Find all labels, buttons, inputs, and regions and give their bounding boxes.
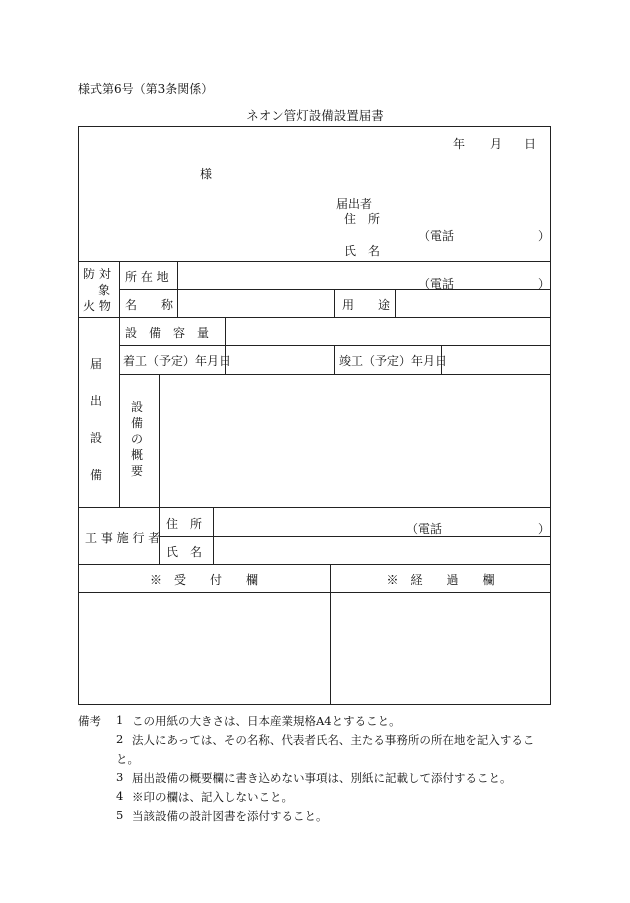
applicant-name-input[interactable] — [392, 240, 546, 260]
note-text-continued: と。 — [116, 752, 139, 766]
finish-date-input[interactable] — [446, 350, 550, 372]
date-day-label: 日 — [524, 137, 537, 151]
date-year-label: 年 — [453, 137, 466, 151]
overview-char: 概 — [131, 448, 144, 462]
location-label: 所 在 地 — [125, 270, 169, 284]
date-year-input[interactable] — [400, 133, 454, 153]
overview-char: の — [131, 432, 144, 446]
contractor-phone-close: ） — [538, 522, 551, 536]
note-text: 届出設備の概要欄に書き込めない事項は、別紙に記載して添付すること。 — [132, 771, 512, 785]
start-date-input[interactable] — [230, 350, 334, 372]
honorific-label: 様 — [200, 167, 213, 181]
note-number: 5 — [116, 808, 124, 822]
contractor-name-input[interactable] — [218, 541, 548, 561]
equipment-group-char: 届 — [90, 357, 103, 371]
use-input[interactable] — [400, 294, 550, 314]
target-group-label-2: 象 — [98, 283, 111, 297]
note-number: 3 — [116, 770, 124, 784]
note-text: 法人にあっては、その名称、代表者氏名、主たる事務所の所在地を記入するこ — [132, 733, 535, 747]
equipment-group-char: 出 — [90, 394, 103, 408]
capacity-label: 設 備 容 量 — [125, 326, 210, 340]
property-name-label: 名 称 — [125, 298, 174, 312]
location-phone-close: ） — [538, 277, 551, 291]
overview-char: 設 — [131, 400, 144, 414]
equipment-group-char: 備 — [90, 468, 103, 482]
note-text: ※印の欄は、記入しないこと。 — [132, 790, 293, 804]
date-month-label: 月 — [490, 137, 503, 151]
note-number: 1 — [116, 713, 124, 727]
location-phone-input[interactable] — [455, 273, 539, 289]
target-group-label-1: 防 対 — [83, 267, 111, 281]
use-label: 用 途 — [342, 298, 391, 312]
date-day-input[interactable] — [502, 133, 526, 153]
form-number: 様式第6号（第3条関係） — [78, 82, 214, 96]
equipment-group-char: 設 — [90, 431, 103, 445]
addressee-input[interactable] — [90, 163, 199, 183]
notes-heading: 備考 — [78, 714, 101, 728]
start-date-label: 着工（予定）年月日 — [123, 354, 232, 368]
contractor-label: 工 事 施 行 者 — [85, 531, 161, 545]
applicant-name-label: 氏 名 — [344, 244, 381, 258]
contractor-phone-input[interactable] — [444, 518, 538, 534]
contractor-phone-open: （電話 — [406, 522, 443, 536]
reception-column-header: ※ 受 付 欄 — [149, 573, 258, 587]
property-name-input[interactable] — [182, 294, 334, 314]
overview-char: 備 — [131, 416, 144, 430]
location-input[interactable] — [182, 264, 416, 284]
date-month-input[interactable] — [466, 133, 492, 153]
applicant-phone-open: （電話 — [418, 229, 455, 243]
capacity-input[interactable] — [230, 321, 550, 343]
equipment-group-label — [90, 355, 102, 483]
note-number: 2 — [116, 732, 124, 746]
contractor-name-label: 氏 名 — [166, 545, 203, 559]
applicant-address-label: 住 所 — [344, 212, 381, 226]
finish-date-label: 竣工（予定）年月日 — [339, 354, 448, 368]
note-number: 4 — [116, 789, 124, 803]
document-title: ネオン管灯設備設置届書 — [246, 108, 384, 123]
overview-label — [131, 399, 143, 479]
contractor-address-label: 住 所 — [166, 517, 203, 531]
note-text: 当該設備の設計図書を添付すること。 — [132, 809, 328, 823]
target-group-label-3: 火 物 — [83, 299, 111, 313]
overview-textarea[interactable] — [165, 379, 549, 505]
progress-column-header: ※ 経 過 欄 — [386, 573, 495, 587]
overview-char: 要 — [131, 464, 144, 478]
applicant-phone-close: ） — [538, 229, 551, 243]
contractor-address-input[interactable] — [218, 512, 402, 532]
note-text: この用紙の大きさは、日本産業規格A4とすること。 — [132, 714, 401, 728]
location-phone-open: （電話 — [418, 277, 455, 291]
applicant-label: 届出者 — [336, 197, 373, 211]
